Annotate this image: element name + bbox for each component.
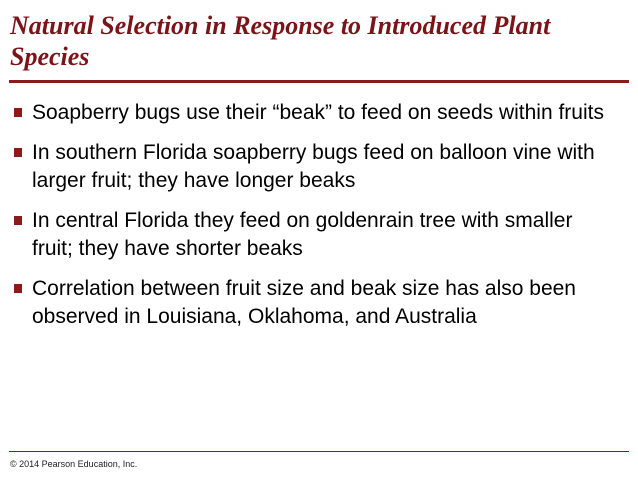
- square-bullet-icon: [14, 148, 22, 157]
- square-bullet-icon: [14, 108, 22, 117]
- footer-divider: [9, 451, 629, 452]
- bullet-text: In central Florida they feed on goldenrain tree with smaller fruit; they have shorter beaks: [32, 209, 573, 260]
- square-bullet-icon: [14, 284, 22, 293]
- square-bullet-icon: [14, 216, 22, 225]
- bullet-text: Soapberry bugs use their “beak” to feed on seeds within fruits: [32, 101, 604, 124]
- bullet-item: [12, 275, 612, 331]
- slide-title: Natural Selection in Response to Introduced Plant Species: [10, 11, 551, 71]
- bullet-item: [12, 99, 612, 127]
- bullet-text: Correlation between fruit size and beak size has also been observed in Louisiana, Oklahoma, and Australia: [32, 277, 576, 328]
- title-divider: [9, 80, 629, 83]
- bullet-list: [12, 99, 612, 343]
- bullet-item: [12, 139, 612, 195]
- bullet-text: In southern Florida soapberry bugs feed on balloon vine with larger fruit; they have longer beaks: [32, 141, 595, 192]
- bullet-item: [12, 207, 612, 263]
- copyright-footer: © 2014 Pearson Education, Inc.: [10, 459, 138, 469]
